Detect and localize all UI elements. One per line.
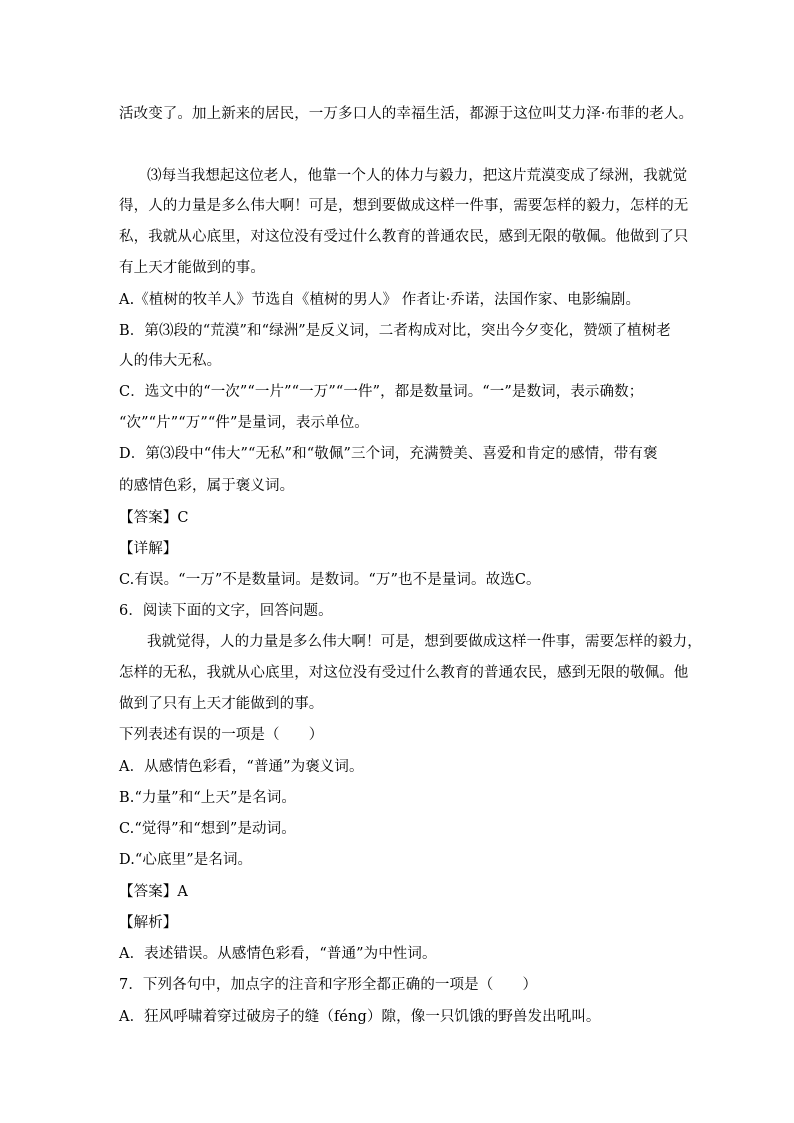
option-d: D．第⑶段中“伟大”“无私”和“敬佩”三个词，充满赞美、喜爱和肯定的感情，带有褒 [119,446,658,462]
paragraph-3-line: 得，人的力量是多么伟大啊！可是，想到要做成这样一件事，需要怎样的毅力，怎样的无 [119,198,689,214]
option-a: A．从感情色彩看，“普通”为褒义词。 [119,759,364,775]
paragraph-3-line: 私，我就从心底里，对这位没有受过什么教育的普通农民，感到无限的敬佩。他做到了只 [119,229,689,245]
text-line: 活改变了。加上新来的居民，一万多口人的幸福生活，都源于这位叫艾力泽·布菲的老人。 [119,106,694,122]
option-a: A.《植树的牧羊人》节选自《植树的男人》 作者让·乔诺，法国作家、电影编剧。 [119,292,641,308]
paragraph-3-line: ⑶每当我想起这位老人，他靠一个人的体力与毅力，把这片荒漠变成了绿洲，我就觉 [147,168,688,184]
option-c-cont: “次”“片”“万”“件”是量词，表示单位。 [119,415,369,431]
question-6-heading: 6．阅读下面的文字，回答问题。 [119,603,333,619]
passage-line: 做到了只有上天才能做到的事。 [119,696,324,712]
option-c: C．选文中的“一次”“一片”“一万”“一件”，都是数量词。“一”是数词，表示确数； [119,384,644,400]
question-prompt: 下列表述有误的一项是（ ） [119,727,324,743]
option-c: C.“觉得”和“想到”是动词。 [119,821,296,837]
question-7-heading: 7．下列各句中，加点字的注音和字形全都正确的一项是（ ） [119,977,538,993]
explanation-text: C.有误。“一万”不是数量词。是数词。“万”也不是量词。故选C。 [119,572,541,588]
answer-label: 【答案】A [119,884,188,900]
explanation-label: 【详解】 [119,541,178,557]
option-b: B．第⑶段的“荒漠”和“绿洲”是反义词，二者构成对比，突出今夕变化，赞颂了植树老 [119,323,671,339]
analysis-label: 【解析】 [119,915,178,931]
option-d-cont: 的感情色彩，属于褒义词。 [119,478,295,494]
passage-line: 我就觉得，人的力量是多么伟大啊！可是，想到要做成这样一件事，需要怎样的毅力， [147,634,702,650]
passage-line: 怎样的无私，我就从心底里，对这位没有受过什么教育的普通农民，感到无限的敬佩。他 [119,665,689,681]
analysis-text: A．表述错误。从感情色彩看，“普通”为中性词。 [119,946,437,962]
option-d: D.“心底里”是名词。 [119,852,253,868]
option-b-cont: 人的伟大无私。 [119,353,222,369]
option-a: A．狂风呼啸着穿过破房子的缝（féng）隙，像一只饥饿的野兽发出吼叫。 [119,1009,601,1025]
answer-label: 【答案】C [119,510,189,526]
paragraph-3-line: 有上天才能做到的事。 [119,260,265,276]
option-b: B.“力量”和“上天”是名词。 [119,790,296,806]
